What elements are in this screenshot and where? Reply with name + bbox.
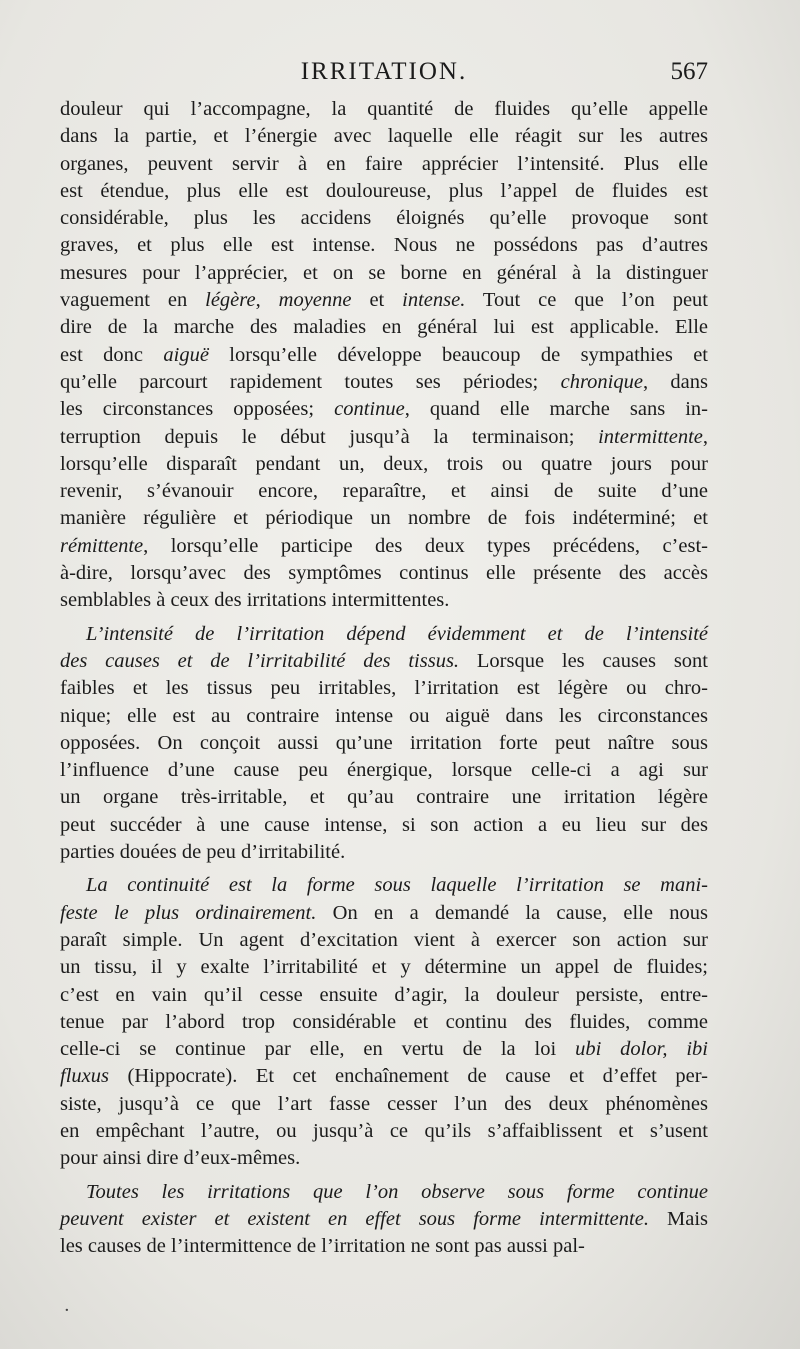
text-span: paraît simple. Un agent d’excitation vient à exercer son action sur [60,928,708,951]
italic-span: intermittente [598,425,703,448]
paragraph [60,872,708,1172]
italic-span: La continuité est la forme sous laquelle l’irritation se mani- [86,874,708,897]
text-line [60,1145,708,1172]
text-span: opposées. On conçoit aussi qu’une irritation forte peut naître sous [60,731,708,754]
text-span: graves, et plus elle est intense. Nous ne possédons pas d’autres [60,234,708,257]
text-span: lorsqu’elle disparaît pendant un, deux, trois ou quatre jours pour [60,452,708,475]
italic-span: chronique [560,370,643,393]
italic-span: des causes et de l’irritabilité des tissus. [60,649,460,672]
text-line [60,757,708,784]
text-line [60,839,708,866]
italic-span: légère [205,289,256,312]
text-span: peut succéder à une cause intense, si son action a eu lieu sur des [60,813,708,836]
text-line [60,369,708,396]
italic-span: fluxus [60,1065,109,1088]
text-line [60,954,708,981]
paragraph [60,621,708,867]
text-line [60,287,708,314]
text-span: les circonstances opposées; [60,398,335,421]
italic-span: intense. [402,289,466,312]
italic-span: feste le plus ordinairement. [60,901,317,924]
text-line [60,648,708,675]
text-span: en empêchant l’autre, ou jusqu’à ce qu’ils s’affaiblissent et s’usent [60,1119,708,1142]
body-text [60,96,708,1260]
text-span: nique; elle est au contraire intense ou aiguë dans les circonstances [60,704,708,727]
text-span: organes, peuvent servir à en faire apprécier l’intensité. Plus elle [60,152,708,175]
text-span: un organe très-irritable, et qu’au contraire une irritation légère [60,786,708,809]
text-line [60,342,708,369]
text-line [60,730,708,757]
text-line [60,205,708,232]
text-span: revenir, s’évanouir encore, reparaître, et ainsi de suite d’une [60,480,708,503]
text-line [60,396,708,423]
italic-span: moyenne [278,289,352,312]
text-line [60,872,708,899]
text-line [60,1091,708,1118]
text-line [60,1206,708,1233]
text-line [60,451,708,478]
text-line [60,1009,708,1036]
text-span: Tout ce que l’on peut [465,289,708,312]
text-span: considérable, plus les accidens éloignés qu’elle provoque sont [60,207,708,230]
text-span: douleur qui l’accompagne, la quantité de fluides qu’elle appelle [60,98,708,120]
text-span: dire de la marche des maladies en général lui est applicable. Elle [60,316,708,339]
italic-span: rémittente [60,534,144,557]
text-line [60,560,708,587]
text-span: l’influence d’une cause peu énergique, lorsque celle-ci a agi sur [60,759,708,782]
text-span: terruption depuis le début jusqu’à la terminaison; [60,425,599,448]
text-span: est donc [60,343,164,366]
italic-span: aiguë [163,343,209,366]
text-span: Lorsque les causes sont [459,649,708,672]
text-line [60,982,708,1009]
italic-span: L’intensité de l’irritation dépend évidemment et de l’intensité [86,622,708,645]
text-line [60,621,708,648]
italic-span: peuvent exister et existent en effet sous forme intermittente. [60,1207,649,1230]
text-span: est étendue, plus elle est douloureuse, plus l’appel de fluides est [60,179,708,202]
text-span: , [702,425,708,448]
running-head: IRRITATION. [300,58,468,85]
italic-span: continue [334,398,405,421]
text-span: , quand elle marche sans in- [404,398,708,421]
text-line [60,587,708,614]
text-line [60,151,708,178]
paragraph [60,96,708,615]
text-span: celle-ci se continue par elle, en vertu de la loi [60,1038,576,1061]
text-span: un tissu, il y exalte l’irritabilité et y détermine un appel de fluides; [60,956,708,979]
page-header [60,58,708,92]
text-span: lorsqu’elle développe beaucoup de sympathies et [208,343,708,366]
text-line [60,1233,708,1260]
text-span: parties douées de peu d’irritabilité. [60,841,346,864]
text-span: vaguement en [60,289,206,312]
text-line [60,812,708,839]
text-span: tenue par l’abord trop considérable et continu des fluides, comme [60,1010,708,1033]
text-line [60,232,708,259]
text-span: Mais [648,1207,708,1230]
text-span: pour ainsi dire d’eux-mêmes. [60,1147,301,1170]
text-line [60,900,708,927]
page-number: 567 [670,58,708,85]
text-span: manière régulière et périodique un nombre de fois indéterminé; et [60,507,708,530]
text-line [60,784,708,811]
text-span: siste, jusqu’à ce que l’art fasse cesser l’un des deux phénomènes [60,1092,708,1115]
text-span: (Hippocrate). Et cet enchaînement de cause et d’effet per- [108,1065,708,1088]
text-span: faibles et les tissus peu irritables, l’irritation est légère ou chro- [60,677,708,700]
text-span: et [351,289,403,312]
text-line [60,1036,708,1063]
text-span: , lorsqu’elle participe des deux types précédens, c’est- [143,534,708,557]
text-line [60,478,708,505]
text-line [60,123,708,150]
text-line [60,178,708,205]
text-line [60,1063,708,1090]
text-line [60,314,708,341]
text-span: , dans [642,370,709,393]
text-span: , [255,289,279,312]
text-line [60,1118,708,1145]
italic-span: Toutes les irritations que l’on observe sous forme continue [86,1180,708,1203]
text-line [60,424,708,451]
text-span: semblables à ceux des irritations intermittentes. [60,589,450,612]
text-span: c’est en vain qu’il cesse ensuite d’agir, la douleur persiste, entre- [60,983,708,1006]
text-span: les causes de l’intermittence de l’irritation ne sont pas aussi pal- [60,1235,585,1258]
paragraph [60,1179,708,1261]
ink-speck: · [64,1300,70,1321]
text-line [60,675,708,702]
italic-span: ubi dolor, ibi [575,1038,708,1061]
text-line [60,703,708,730]
text-line [60,1179,708,1206]
text-line [60,505,708,532]
text-line [60,533,708,560]
text-line [60,260,708,287]
text-span: mesures pour l’apprécier, et on se borne en général à la distinguer [60,261,708,284]
text-span: dans la partie, et l’énergie avec laquelle elle réagit sur les autres [60,125,708,148]
text-span: On en a demandé la cause, elle nous [316,901,708,924]
text-line [60,96,708,123]
text-span: qu’elle parcourt rapidement toutes ses périodes; [60,370,561,393]
text-line [60,927,708,954]
text-span: à-dire, lorsqu’avec des symptômes continus elle présente des accès [60,562,708,585]
